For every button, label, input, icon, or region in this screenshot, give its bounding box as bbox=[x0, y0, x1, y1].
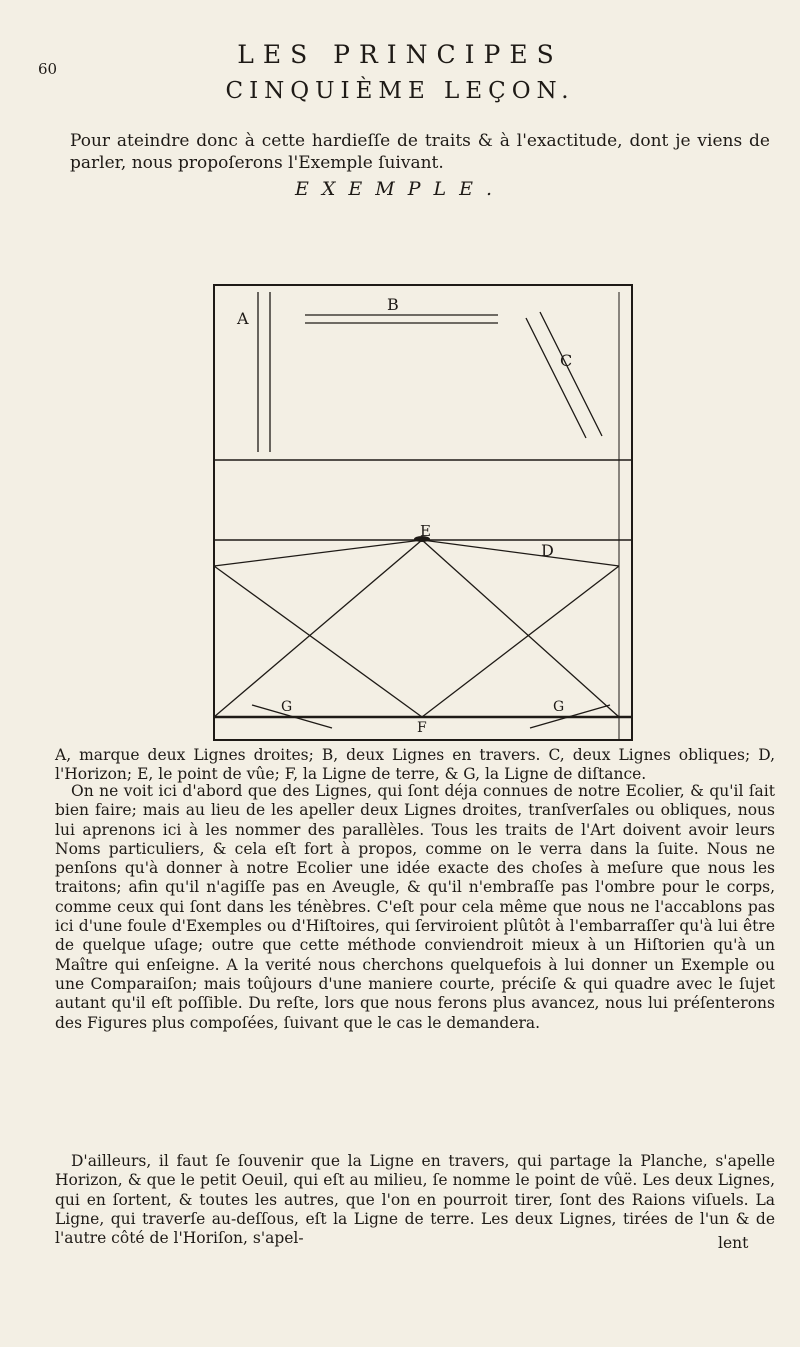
visual-ray bbox=[422, 540, 619, 566]
label-f: F bbox=[417, 720, 427, 736]
lesson-title: CINQUIÈME LEÇON. bbox=[225, 78, 575, 104]
label-g-left: G bbox=[281, 699, 293, 715]
visual-ray-left bbox=[214, 540, 422, 717]
label-e: E bbox=[420, 522, 431, 540]
oblique-line-c1 bbox=[526, 318, 586, 438]
label-g-right: G bbox=[553, 699, 565, 715]
label-d: D bbox=[541, 541, 554, 560]
visual-ray bbox=[214, 566, 422, 717]
figure-legend: A, marque deux Lignes droites; B, deux Lignes en travers. C, deux Lignes obliques; D, l'Horizon; E, le point de vûe; F, la Ligne de terre, & G, la Ligne de diſtance. bbox=[55, 746, 775, 783]
page-number: 60 bbox=[38, 60, 58, 78]
label-a: A bbox=[237, 309, 249, 328]
label-b: B bbox=[387, 295, 399, 314]
oblique-line-c2 bbox=[540, 312, 602, 436]
body-paragraph: D'ailleurs, il faut ſe ſouvenir que la Ligne en travers, qui partage la Planche, s'apelle Horizon, & que le petit Oeuil, qui eſt au milieu, ſe nomme le point de vûë. Les deux Lignes, qui en ſortent, & toutes les autres, que l'on en pourroit tirer, ſont des Raions viſuels. La Ligne, qui traverſe au-deſſous, eſt la Ligne de terre. Les deux Lignes, tirées de l'un & de l'autre côté de l'Horiſon, s'apel- bbox=[55, 1152, 775, 1248]
running-head: LES PRINCIPES bbox=[237, 40, 563, 69]
example-heading: EXEMPLE. bbox=[294, 178, 506, 200]
visual-ray-right bbox=[422, 540, 619, 717]
catchword: lent bbox=[718, 1234, 749, 1252]
intro-paragraph: Pour ateindre donc à cette hardieſſe de traits & à l'exactitude, dont je viens de parler, nous propoſerons l'Exemple ſuivant. bbox=[70, 131, 770, 173]
body-paragraph: On ne voit ici d'abord que des Lignes, qui ſont déja connues de notre Ecolier, & qu'il ſait bien faire; mais au lieu de les apeller deux Lignes droites, tranſverſales ou obliques, nous lui aprenons ici à les nommer des parallèles. Tous les traits de l'Art doivent avoir leurs Noms particuliers, & cela eſt fort à propos, comme on le verra dans la ſuite. Nous ne penſons qu'à donner à notre Ecolier une idée exacte des choſes à meſure que nous les traitons; afin qu'il n'agiſſe pas en Aveugle, & qu'il n'embraſſe pas l'ombre pour le corps, comme ceux qui ſont dans les ténèbres. C'eſt pour cela même que nous ne l'accablons pas ici d'une foule d'Exemples ou d'Hiſtoires, qui ſerviroient plûtôt à l'embarraſſer qu'à lui être de quelque uſage; outre que cette méthode conviendroit mieux à un Hiſtorien qu'à un Maître qui enſeigne. A la verité nous cherchons quelquefois à lui donner un Exemple ou une Comparaiſon; mais toûjours d'une maniere courte, préciſe & qui quadre avec le ſujet autant qu'il eſt poſſible. Du reſte, lors que nous ferons plus avancez, nous lui préſenterons des Figures plus compoſées, ſuivant que le cas le demandera. bbox=[55, 782, 775, 1032]
label-c: C bbox=[560, 351, 573, 370]
visual-ray bbox=[422, 566, 619, 717]
visual-ray bbox=[214, 540, 422, 566]
